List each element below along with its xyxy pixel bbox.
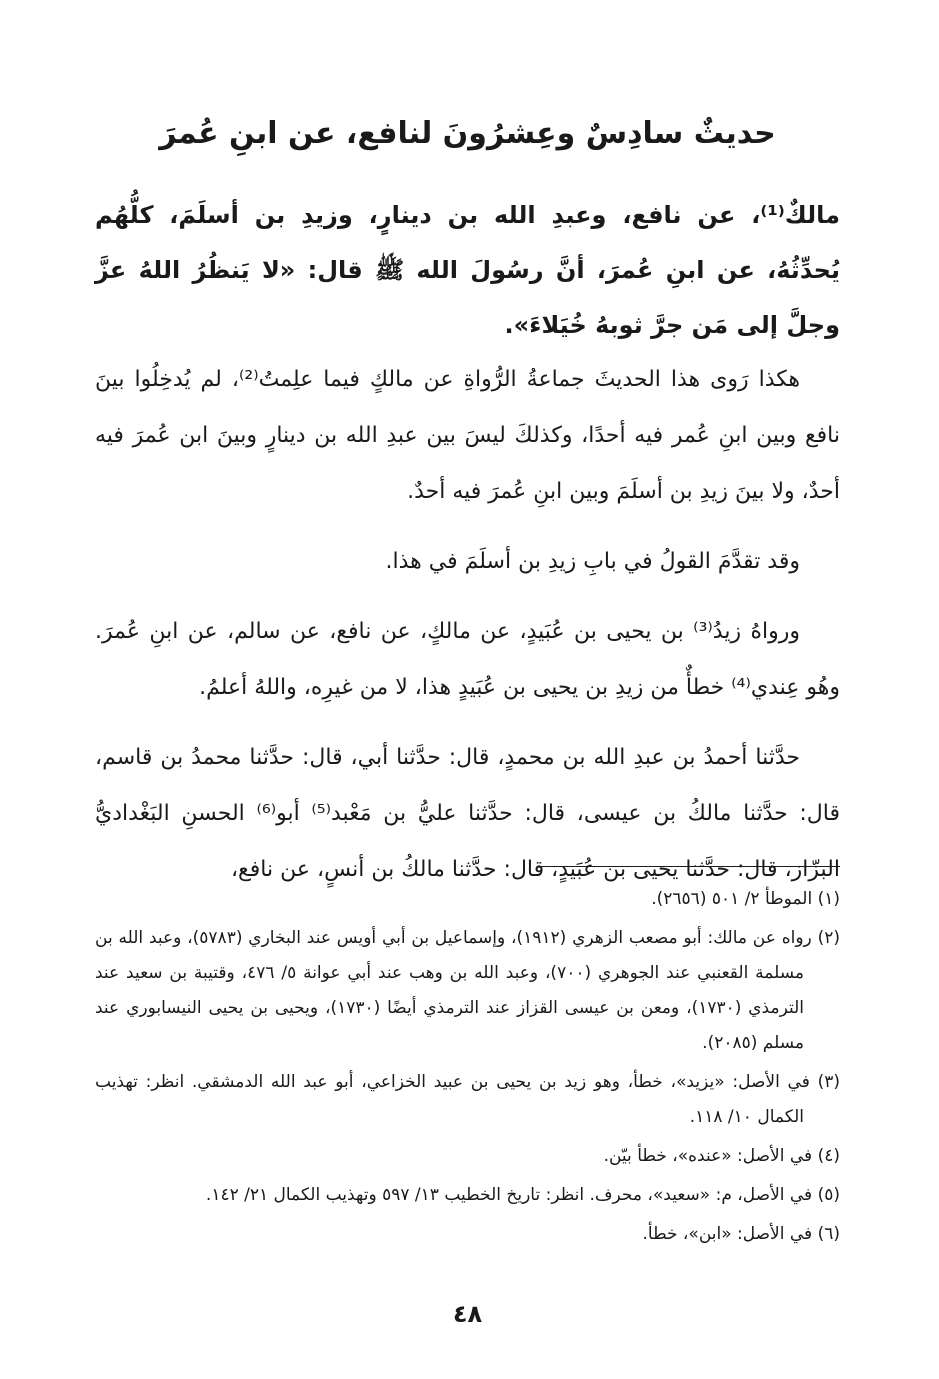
footnote-2: (٢) رواه عن مالك: أبو مصعب الزهري (١٩١٢)، وإسماعيل بن أبي أويس عند البخاري (٥٧٨٣)، وعبد الله بن مسلمة القعنبي عند الجوهري (٧٠٠)، وعبد الله بن وهب عند أبي عوانة ٥/ ٤٧٦، وقتيبة بن سعيد عند الترمذي (١٧٣٠)، ومعن بن عيسى القزاز عند الترمذي أيضًا (١٧٣٠)، ويحيى بن يحيى النيسابوري عند مسلم (٢٠٨٥). bbox=[95, 928, 840, 1053]
paragraph-1: هكذا رَوى هذا الحديثَ جماعةُ الرُّواةِ عن مالكٍ فيما علِمتُ⁽²⁾، لم يُدخِلُوا بينَ نافع وبين ابنِ عُمر فيه أحدًا، وكذلكَ ليسَ بين عبدِ الله بن دينارٍ وبينَ ابن عُمرَ فيه أحدٌ، ولا بينَ زيدِ بن أسلَمَ وبين ابنِ عُمرَ فيه أحدٌ. bbox=[95, 367, 840, 504]
paragraph-4: حدَّثنا أحمدُ بن عبدِ الله بن محمدٍ، قال: حدَّثنا أبي، قال: حدَّثنا محمدُ بن قاسم، قال: حدَّثنا مالكُ بن عيسى، قال: حدَّثنا عليُّ بن مَعْبد⁽⁵⁾ أبو⁽⁶⁾ الحسنِ البَغْداديُّ البزّاز، قال: حدَّثنا يحيى بن عُبَيدٍ، قال: حدَّثنا مالكُ بن أنسٍ، عن نافع، bbox=[95, 745, 841, 882]
section-title: حديثٌ سادِسٌ وعِشرُونَ لنافع، عن ابنِ عُمرَ bbox=[159, 116, 776, 151]
document-page bbox=[95, 0, 840, 1379]
footnote-3: (٣) في الأصل: «يزيد»، خطأ، وهو زيد بن يحيى بن عبيد الخزاعي، أبو عبد الله الدمشقي. انظر: تهذيب الكمال ١٠/ ١١٨. bbox=[95, 1072, 840, 1127]
paragraph-2: وقد تقدَّمَ القولُ في بابِ زيدِ بن أسلَمَ في هذا. bbox=[385, 549, 800, 574]
footnotes bbox=[95, 882, 840, 1256]
page-number: ٤٨ bbox=[452, 1300, 483, 1328]
footnote-6: (٦) في الأصل: «ابن»، خطأ. bbox=[642, 1224, 840, 1244]
paragraph-3: ورواهُ زيدُ⁽³⁾ بن يحيى بن عُبَيدٍ، عن مالكٍ، عن نافع، عن سالم، عن ابنِ عُمرَ. وهُو عِندي⁽⁴⁾ خطأٌ من زيدِ بن يحيى بن عُبَيدٍ هذا، لا من غيرِه، واللهُ أعلمُ. bbox=[95, 619, 840, 700]
footnote-5: (٥) في الأصل، م: «سعيد»، محرف. انظر: تاريخ الخطيب ١٣/ ٥٩٧ وتهذيب الكمال ٢١/ ١٤٢. bbox=[205, 1185, 840, 1205]
footnote-1: (١) الموطأ ٢/ ٥٠١ (٢٦٥٦). bbox=[651, 889, 840, 909]
footnote-4: (٤) في الأصل: «عنده»، خطأ بيّن. bbox=[603, 1146, 840, 1166]
hadith-text: مالكٌ⁽¹⁾، عن نافع، وعبدِ الله بن دينارٍ، وزيدِ بن أسلَمَ، كلُّهُم يُحدِّثُهُ، عن ابنِ عُمرَ، أنَّ رسُولَ الله ﷺ قال: «لا يَنظُرُ اللهُ عزَّ وجلَّ إلى مَن جرَّ ثوبهُ خُيَلاءَ». bbox=[95, 201, 840, 339]
footnote-divider bbox=[540, 866, 840, 867]
body-text bbox=[95, 352, 840, 898]
